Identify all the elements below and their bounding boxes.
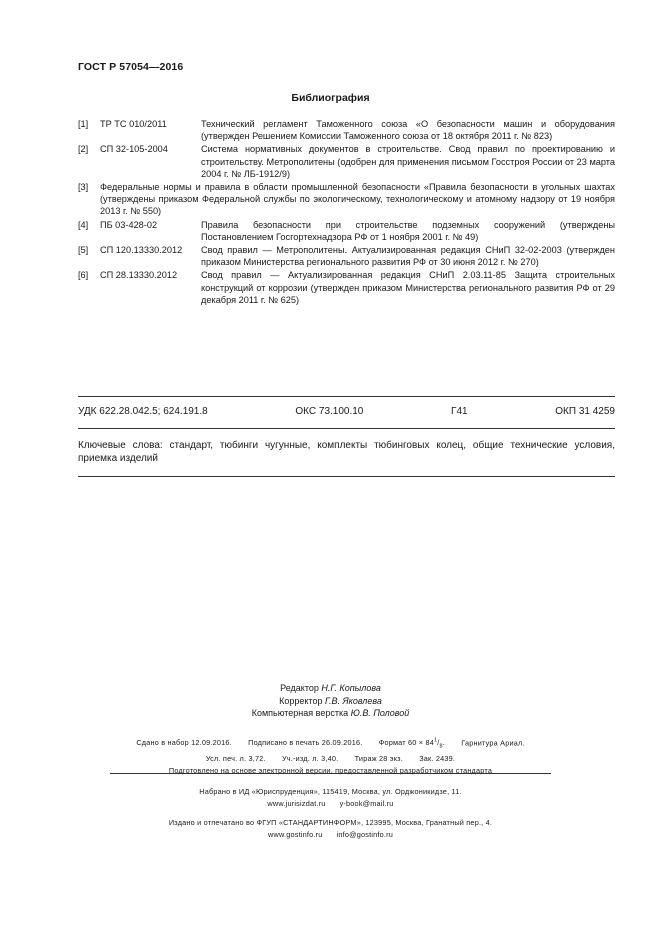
bibliography-entry [78, 269, 615, 306]
entry-text: Свод правил — Метрополитены. Актуализированная редакция СНиП 32-02-2003 (утвержден приказом Министерства регионального развития РФ от 30 июня 2012 г. № 270) [201, 245, 615, 268]
bibliography-entry [78, 143, 615, 180]
entry-number: [2] [78, 144, 89, 155]
group-code: Г41 [451, 406, 468, 417]
print-details: Сдано в набор 12.09.2016. Подписано в печать 26.09.2016. Формат $60 \times 84^1/_8$. Гарнитура Ариал. Усл. печ. л. 3,72. Уч.-изд. л. 3,40. Тираж 28 экз. Зак. 2439. Подготовлено на основе электронной версии, предоставленной разработчиком стандарта [0, 736, 661, 776]
layout-line: Компьютерная верстка Ю.В. Половой [251, 708, 410, 718]
entry-code: ТР ТС 010/2011 [100, 119, 167, 129]
udk-code: УДК 622.28.042.5; 624.191.8 [78, 406, 208, 417]
entry-number: [4] [78, 219, 89, 230]
divider-bottom [78, 476, 615, 477]
entry-text: Свод правил — Актуализированная редакция СНиП 2.03.11-85 Защита строительных конструкций от коррозии (утвержден приказом Министерства регионального развития РФ от 29 декабря 2011 г. № 625) [201, 270, 615, 305]
bibliography-entry [78, 244, 615, 268]
bibliography-list [78, 118, 615, 307]
bibliography-title: Библиография [291, 92, 370, 104]
entry-code: ПБ 03-428-02 [100, 219, 158, 230]
classification-row [78, 406, 615, 417]
entry-text: Федеральные нормы и правила в области промышленной безопасности «Правила безопасности в угольных шахтах (утверждены приказом Федеральной службы по экологическому, технологическому и атомному надзору от 19 ноября 2013 г. № 550) [100, 182, 615, 217]
divider-top [78, 396, 615, 397]
prepared-note: Подготовлено на основе электронной версии, предоставленной разработчиком стандарта [168, 765, 493, 775]
typesetter-website: www.jurisizdat.ru [267, 798, 326, 808]
entry-code: СП 32-105-2004 [100, 144, 168, 155]
bibliography-entry [78, 181, 615, 218]
entry-text: Правила безопасности при строительстве подземных сооружений (утверждены Постановлением Госгортехнадзора РФ от 1 ноября 2001 г. № 49) [201, 219, 615, 242]
typesetter-email: y-book@mail.ru [339, 798, 394, 808]
divider-middle [78, 428, 615, 429]
entry-text: Система нормативных документов в строительстве. Свод правил по проектированию и строительству. Метрополитены (одобрен для применения письмом Госстроя России от 23 марта 2004 г. № ЛБ-1912/9) [201, 144, 615, 179]
corrector-line: Корректор Г.В. Яковлева [279, 695, 382, 706]
oks-code: ОКС 73.100.10 [295, 406, 364, 417]
standard-code: ГОСТ Р 57054—2016 [78, 61, 184, 73]
entry-code: СП 120.13330.2012 [100, 245, 183, 256]
bibliography-entry [78, 219, 615, 243]
okp-code: ОКП 31 4259 [555, 406, 615, 417]
staff-credits [0, 682, 661, 720]
imprint-divider [110, 773, 551, 774]
entry-number: [5] [78, 245, 89, 256]
entry-code: СП 28.13330.2012 [100, 270, 178, 281]
publisher-info: Издано и отпечатано во ФГУП «СТАНДАРТИНФОРМ», 123995, Москва, Гранатный пер., 4. www.gostinfo.ru info@gostinfo.ru [168, 818, 493, 839]
publisher-website: www.gostinfo.ru [268, 829, 323, 839]
keywords: Ключевые слова: стандарт, тюбинги чугунные, комплекты тюбинговых колец, общие технические условия, приемка изделий [78, 440, 615, 464]
entry-number: [3] [78, 182, 89, 193]
entry-number: [1] [78, 119, 89, 129]
bibliography-entry [78, 118, 615, 142]
publisher-email: info@gostinfo.ru [336, 829, 393, 839]
entry-number: [6] [78, 270, 89, 281]
typesetter-info: Набрано в ИД «Юриспруденция», 115419, Москва, ул. Орджоникидзе, 11. www.jurisizdat.ru y-book@mail.ru [199, 787, 462, 808]
editor-line: Редактор Н.Г. Копылова [280, 683, 381, 693]
entry-text: Технический регламент Таможенного союза «О безопасности машин и оборудования (утвержден Решением Комиссии Таможенного союза от 18 октября 2011 г. № 823) [201, 119, 615, 142]
